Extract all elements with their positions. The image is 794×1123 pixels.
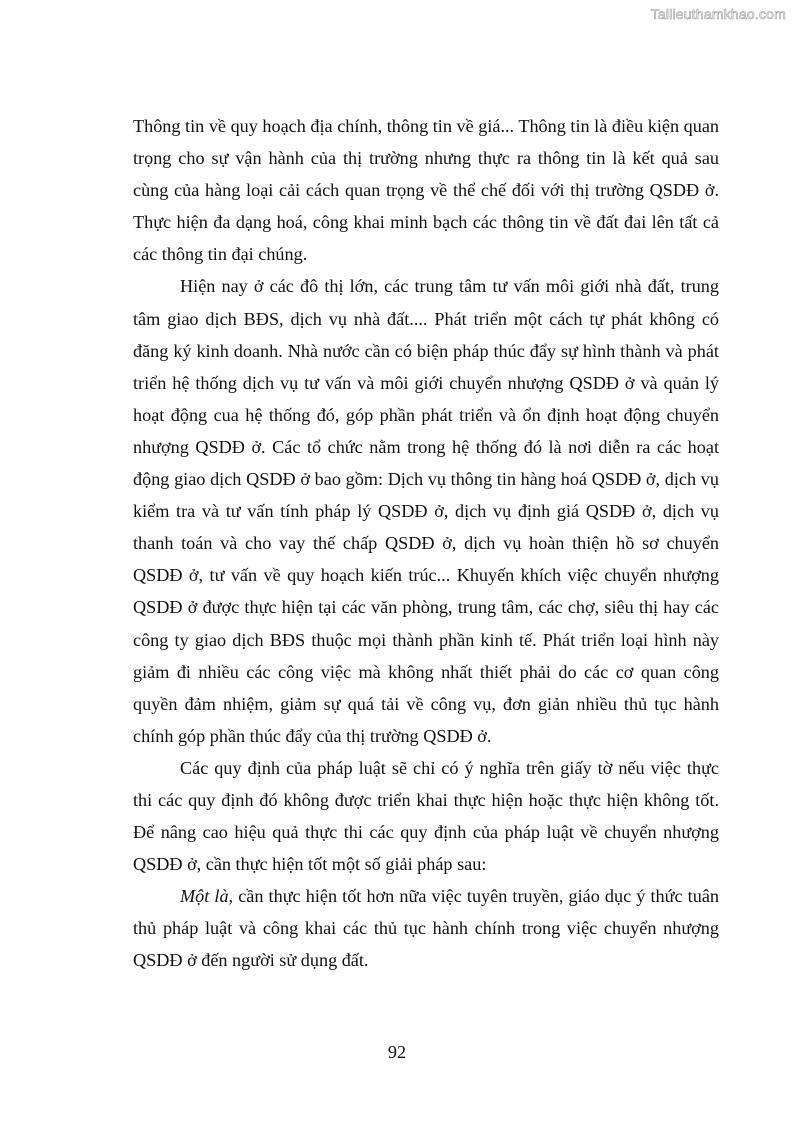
document-body <box>133 110 719 977</box>
paragraph-4 <box>133 880 719 976</box>
page-number: 92 <box>387 1042 407 1062</box>
paragraph-1: Thông tin về quy hoạch địa chính, thông tin về giá... Thông tin là điều kiện quan trọng cho sự vận hành của thị trường nhưng thực ra thông tin là kết quả sau cùng của hàng loại cải cách quan trọng về thể chế đối với thị trường QSDĐ ở. Thực hiện đa dạng hoá, công khai minh bạch các thông tin về đất đai lên tất cả các thông tin đại chúng. <box>133 116 719 265</box>
paragraph-4-lead: Một là, <box>180 886 234 907</box>
paragraph-2: Hiện nay ở các đô thị lớn, các trung tâm tư vấn môi giới nhà đất, trung tâm giao dịch BĐS, dịch vụ nhà đất.... Phát triển một cách tự phát không có đăng ký kinh doanh. Nhà nước cần có biện pháp thúc đẩy sự hình thành và phát triển hệ thống dịch vụ tư vấn và môi giới chuyển nhượng QSDĐ ở và quản lý hoạt động cua hệ thống đó, góp phần phát triển và ổn định hoạt động chuyển nhượng QSDĐ ở. Các tổ chức nằm trong hệ thống đó là nơi diễn ra các hoạt động giao dịch QSDĐ ở bao gồm: Dịch vụ thông tin hàng hoá QSDĐ ở, dịch vụ kiểm tra và tư vấn tính pháp lý QSDĐ ở, dịch vụ định giá QSDĐ ở, dịch vụ thanh toán và cho vay thế chấp QSDĐ ở, dịch vụ hoàn thiện hồ sơ chuyển QSDĐ ở, tư vấn về quy hoạch kiến trúc... Khuyến khích việc chuyển nhượng QSDĐ ở được thực hiện tại các văn phòng, trung tâm, các chợ, siêu thị hay các công ty giao dịch BĐS thuộc mọi thành phần kinh tế. Phát triển loại hình này giảm đi nhiều các công việc mà không nhất thiết phải do các cơ quan công quyền đảm nhiệm, giảm sự quá tải về công vụ, đơn giản nhiều thủ tục hành chính góp phần thúc đẩy của thị trường QSDĐ ở. <box>133 276 719 746</box>
watermark-text: Tailieuthamkhao.com <box>650 6 786 22</box>
paragraph-3: Các quy định của pháp luật sẽ chỉ có ý nghĩa trên giấy tờ nếu việc thực thi các quy định đó không được triển khai thực hiện hoặc thực hiện không tốt. Để nâng cao hiệu quả thực thi các quy định của pháp luật về chuyển nhượng QSDĐ ở, cần thực hiện tốt một số giải pháp sau: <box>133 757 719 875</box>
paragraph-4-text: cần thực hiện tốt hơn nữa việc tuyên truyền, giáo dục ý thức tuân thủ pháp luật và công khai các thủ tục hành chính trong việc chuyển nhượng QSDĐ ở đến người sử dụng đất. <box>133 886 719 971</box>
